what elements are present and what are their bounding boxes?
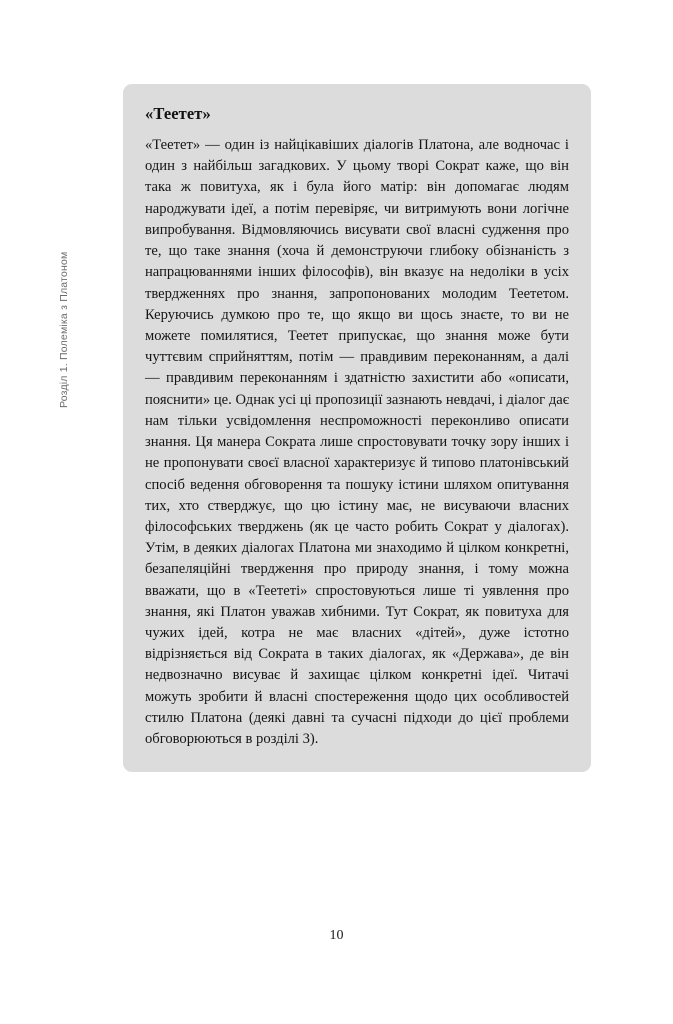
callout-box (123, 84, 591, 772)
callout-title: «Теетет» (145, 104, 211, 123)
running-head: Розділ 1. Полеміка з Платоном (58, 251, 70, 408)
callout-paragraph: «Теетет» — один із найцікавіших діалогів Платона, але водночас і один з найбільш загадкових. У цьому творі Сократ каже, що він така ж повитуха, як і була його матір: він допомагає людям народжувати ідеї, а потім перевіряє, чи витримують вони логічне випробування. Відмовляючись висувати свої власні судження про те, що таке знання (хоча й демонструючи глибоку обізнаність з напрацюваннями інших філософів), він вказує на недоліки в усіх твердженнях про знання, запропонованих молодим Теететом. Керуючись думкою про те, що якщо ви щось знаєте, то ви не можете помилятися, Теетет припускає, що знання може бути чуттєвим сприйняттям, потім — правдивим переконанням, а далі — правдивим переконанням і здатністю захистити або «описати, пояснити» це. Однак усі ці пропозиції зазнають невдачі, і діалог дає нам тільки усвідомлення неспроможності переконливо описати знання. Ця манера Сократа лише спростовувати точку зору інших і не пропонувати своєї власної характеризує й типово платонівський спосіб ведення обговорення та пошуку істини шляхом опитування тих, хто стверджує, що цю істину має, не висуваючи власних філософських тверджень (як це часто робить Сократ у діалогах). Утім, в деяких діалогах Платона ми знаходимо й цілком конкретні, безапеляційні твердження про природу знання, і тому можна вважати, що в «Теететі» спростовуються лише ті уявлення про знання, які Платон уважав хибними. Тут Сократ, як повитуха для чужих ідей, котра не має власних «дітей», дуже істотно відрізняється від Сократа в таких діалогах, як «Держава», де він недвозначно висуває й захищає цілком конкретні ідеї. Читачі можуть зробити й власні спостереження щодо цих особливостей стилю Платона (деякі давні та сучасні підходи до цієї проблеми обговорюються в розділі 3). (145, 137, 569, 748)
page-number: 10 (329, 928, 344, 943)
